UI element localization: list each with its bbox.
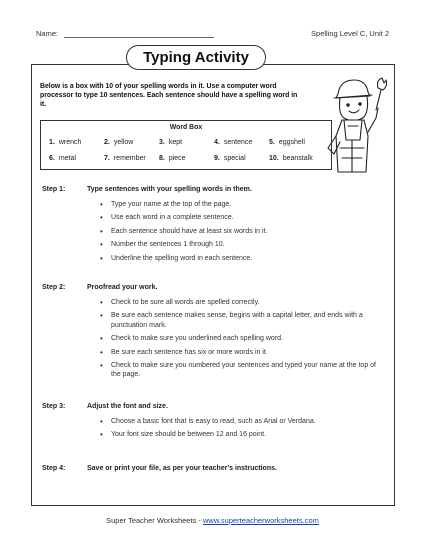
step-bullets (100, 298, 378, 384)
bullet-item: • Check to make sure you underlined each spelling word. (100, 334, 378, 343)
word-item: 7. remember (104, 155, 146, 162)
word-item: 6. metal (49, 155, 76, 162)
bullet-item: • Be sure each sentence has six or more words in it. (100, 348, 378, 357)
spelling-level: Spelling Level C, Unit 2 (311, 29, 389, 38)
word-item: 8. piece (159, 155, 186, 162)
step-bullets (100, 200, 378, 267)
step-heading: Save or print your file, as per your teacher's instructions. (87, 465, 277, 472)
word-box-title: Word Box (169, 124, 203, 131)
word-item: 9. special (214, 155, 246, 162)
step-label: Step 4: (42, 465, 66, 472)
word-box (40, 120, 332, 170)
bullet-item: • Each sentence should have at least six words in it. (100, 227, 378, 236)
footer (0, 516, 425, 525)
footer-link[interactable]: www.superteacherworksheets.com (202, 516, 319, 525)
bullet-item: • Number the sentences 1 through 10. (100, 240, 378, 249)
page-title: Typing Activity (126, 45, 266, 70)
word-box-row-1 (49, 139, 324, 146)
intro-text: Below is a box with 10 of your spelling words in it. Use a computer word processor to type 10 sentences. Each sentence should have a spelling word in it. (40, 83, 298, 109)
bullet-item: • Check to be sure all words are spelled correctly. (100, 298, 378, 307)
name-label: Name: (36, 29, 59, 38)
bullet-item: • Use each word in a complete sentence. (100, 213, 378, 222)
bullet-item: • Type your name at the top of the page. (100, 200, 378, 209)
mechanic-kid-with-wrench-icon (320, 74, 388, 174)
step-heading: Type sentences with your spelling words in them. (87, 186, 252, 193)
footer-text: Super Teacher Worksheets - (106, 516, 203, 525)
bullet-item: • Your font size should be between 12 and 16 point. (100, 430, 378, 439)
step-bullets (100, 417, 378, 444)
name-blank-line (64, 37, 214, 38)
bullet-item: • Be sure each sentence makes sense, begins with a capital letter, and ends with a punctuation mark. (100, 311, 378, 329)
word-item: 5. eggshell (269, 139, 305, 146)
step-label: Step 1: (42, 186, 66, 193)
step-heading: Adjust the font and size. (87, 403, 168, 410)
step-label: Step 3: (42, 403, 66, 410)
word-item: 2. yellow (104, 139, 134, 146)
step-label: Step 2: (42, 284, 66, 291)
word-item: 3. kept (159, 139, 183, 146)
step-heading: Proofread your work. (87, 284, 158, 291)
bullet-item: • Check to make sure you numbered your sentences and typed your name at the top of the page. (100, 361, 378, 379)
bullet-item: • Choose a basic font that is easy to read, such as Arial or Verdana. (100, 417, 378, 426)
word-item: 10. beanstalk (269, 155, 313, 162)
word-box-row-2 (49, 155, 324, 162)
word-item: 4. sentence (214, 139, 253, 146)
word-item: 1. wrench (49, 139, 82, 146)
bullet-item: • Underline the spelling word in each sentence. (100, 254, 378, 263)
